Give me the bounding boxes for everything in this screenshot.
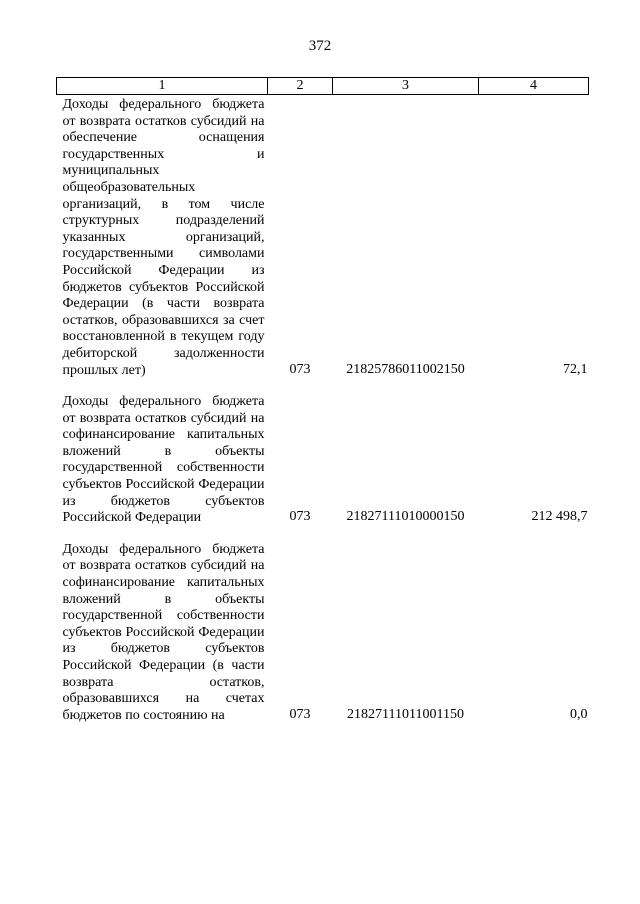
table-row <box>57 95 589 380</box>
row-amount: 0,0 <box>570 706 588 722</box>
row-spacer <box>57 527 589 540</box>
column-header-3: 3 <box>333 78 479 95</box>
column-header-2: 2 <box>268 78 333 95</box>
revenue-table <box>56 77 589 724</box>
row-kbk: 21825786011002150 <box>346 361 465 377</box>
row-admin-code: 073 <box>289 361 311 377</box>
row-description: Доходы федерального бюджета от возврата остатков субсидий на софинансирование капитальных вложений в объекты государственной собственности субъектов Российской Федерации из бюджетов субъектов Российской Федерации <box>62 394 265 526</box>
row-kbk: 21827111011001150 <box>347 706 464 722</box>
table-header-row <box>57 78 589 95</box>
page-number: 372 <box>308 38 332 54</box>
row-amount: 212 498,7 <box>531 509 588 525</box>
row-spacer <box>57 379 589 392</box>
row-description: Доходы федерального бюджета от возврата остатков субсидий на обеспечение оснащения государственных и муниципальных общеобразовательных организаций, в том числе структурных подразделений указанных организаций, государственными символами Российской Федерации из бюджетов субъектов Российской Федерации (в части возврата остатков, образовавшихся за счет восстановленной в текущем году дебиторской задолженности прошлых лет) <box>62 97 265 378</box>
column-header-4: 4 <box>479 78 589 95</box>
row-description: Доходы федерального бюджета от возврата остатков субсидий на софинансирование капитальных вложений в объекты государственной собственности субъектов Российской Федерации из бюджетов субъектов Российской Федерации (в части возврата остатков, образовавшихся на счетах бюджетов по состоянию на <box>62 541 265 723</box>
row-admin-code: 073 <box>289 509 311 525</box>
table-row <box>57 540 589 725</box>
table-row <box>57 392 589 527</box>
row-amount: 72,1 <box>563 361 588 377</box>
column-header-1: 1 <box>57 78 268 95</box>
row-kbk: 21827111010000150 <box>346 509 465 525</box>
row-admin-code: 073 <box>289 706 311 722</box>
